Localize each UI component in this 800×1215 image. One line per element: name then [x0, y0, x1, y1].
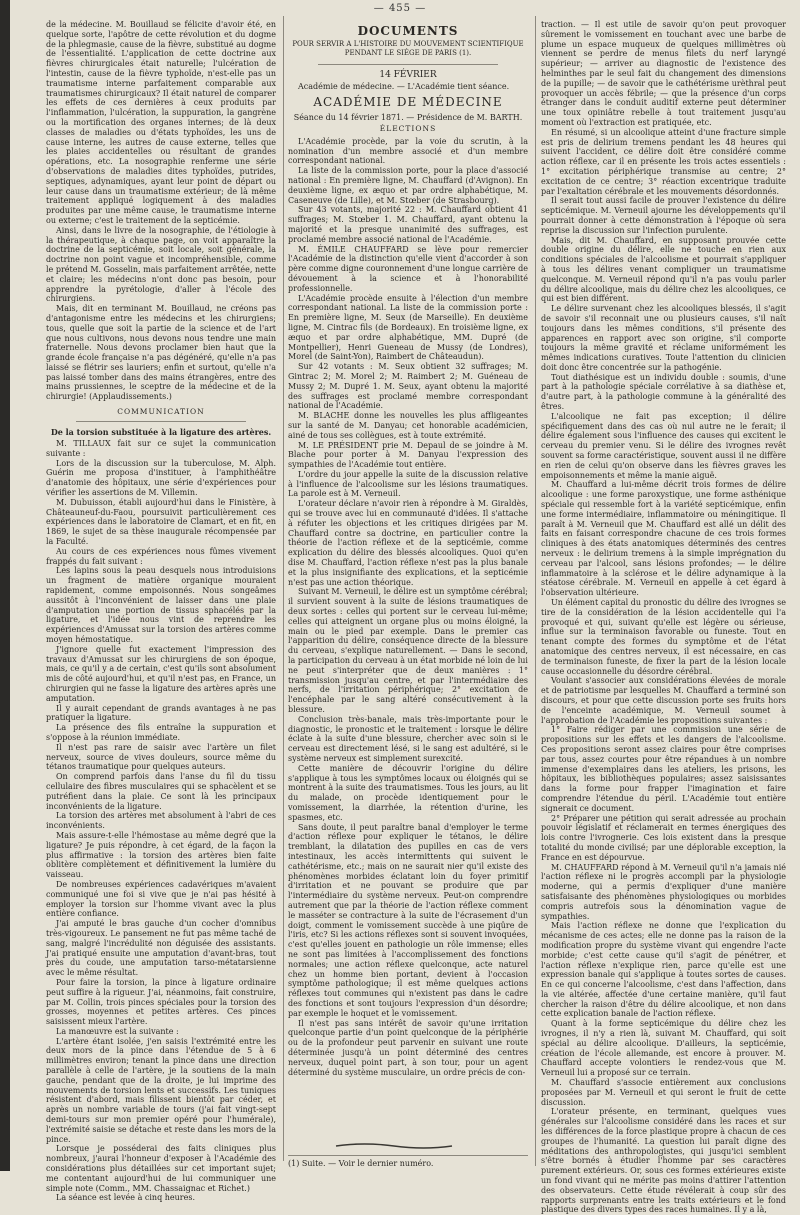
paragraph: de la médecine. M. Bouillaud se félicite d'avoir été, en quelque sorte, l'apôtre de cette révolution et du dogme de la phlegmasie, cause de la fièvre, substitué au dogme de l'essentialité. L'application de cette doctrine aux fièvres chirurgicales était naturelle; l'ulcération de l'intestin, cause de la fièvre typhoïde, n'est-elle pas un traumatisme interne parfaitement comparable aux traumatismes chirurgicaux? Il était naturel de comparer les effets de ces dernières à ceux produits par l'inflammation, l'ulcération, la suppuration, la gangrène ou la mortification des organes internes; de là deux classes de maladies ou d'états typhoïdes, les uns de cause interne, les autres de cause externe, telles que les plaies accidentelles ou résultant de grandes opérations, etc. La nosographie renferme une série d'observations de maladies dites typhoïdes, putrides, septiques, adynamiques, ayant leur point de départ ou leur cause dans un traumatisme extérieur; de là même traitement appliqué logiquement à des maladies produites par une même cause, le traumatisme interne ou externe; c'est le traitement de la septicémie.: [46, 20, 276, 225]
paragraph: Mais, dit en terminant M. Bouillaud, ne créons pas d'antagonisme entre les médecins et les chirurgiens; tous, quelle que soit la partie de la science et de l'art que nous cultivons, nous devons nous tendre une main fraternelle. Nous devons proclamer bien haut que la grande école française n'a pas dégénéré, qu'elle n'a pas laissé se flétrir ses lauriers; enfin et surtout, qu'elle n'a pas laissé tomber dans des mains étrangères, entre des mains prussiennes, le sceptre de la médecine et de la chirurgie! (Applaudissements.): [46, 304, 276, 402]
paragraph: M. Chauffard a lui-même décrit trois formes de délire alcoolique : une forme paroxystique, une forme asthénique spéciale qui ressemble fort à la variété septicémique, enfin une forme intermédiaire, inflammatoire ou méningitique. Il paraît à M. Verneuil que M. Chauffard est allé un délit des faits en faisant correspondre chacune de ces trois formes cliniques à des états anatomiques déterminés des centres nerveux : le delirium tremens à la simple imprégnation du cerveau par l'alcool, sans lésions profondes; — le délire inflammatoire à la sclérose et le délire adynamique à la stéatose cérébrale. M. Verneuil en appelle à cet égard à l'observation ultérieure.: [541, 480, 786, 598]
section-title: DOCUMENTS: [357, 24, 459, 38]
paragraph: L'artère étant isolée, j'en saisis l'extrémité entre les deux mors de la pince dans l'étendue de 5 à 6 millimètres environ; tenant la pince dans une direction parallèle à celle de l'artère, je la soutiens de la main gauche, pendant que de la droite, je lui imprime des mouvements de torsion lents et successifs. Les tuniques résistent d'abord, mais filissent bientôt par céder, et après un nombre variable de tours (j'ai fait vingt-sept demi-tours sur mon premier opéré pour l'humérale), l'extrémité saisie se détache et reste dans les mors de la pince.: [46, 1036, 276, 1144]
date-heading: 14 FÉVRIER: [379, 70, 437, 80]
paragraph: M. LE PRÉSIDENT prie M. Depaul de se joindre à M. Blache pour porter à M. Danyau l'expression des sympathies de l'Académie tout entière.: [288, 440, 528, 470]
paragraph: M. BLACHE donne les nouvelles les plus affligeantes sur la santé de M. Danyau; cet honorable académicien, ainé de tous ses collègues, est à toute extrémité.: [288, 411, 528, 440]
paragraph: Suivant M. Verneuil, le délire est un symptôme cérébral; il survient souvent à la suite de lésions traumatiques de deux sortes : celles qui portent sur le cerveau lui-même; celles qui atteignent un organe plus ou moins éloigné, la main ou le pied par exemple. Dans le premier cas l'apparition du délire, conséquence directe de la blessure du cerveau, s'explique naturellement. — Dans le second, la participation du cerveau à un état morbide né loin de lui ne peut s'interpréter que de deux manières : 1° transmission jusqu'au centre, et par l'intermédiaire des nerfs, de l'irritation périphérique; 2° excitation de l'encéphale par le sang altéré consécutivement à la blessure.: [288, 587, 528, 715]
paragraph: M. Dubuisson, établi aujourd'hui dans le Finistère, à Châteauneuf-du-Faou, poursuivit particulièrement ces expériences dans le laboratoire de Clamart, et en fit, en 1869, le sujet de sa thèse inaugurale récompensée par la Faculté.: [46, 497, 276, 547]
heading: ACADÉMIE DE MÉDECINE: [313, 94, 503, 109]
paragraph: Mais l'action réflexe ne donne que l'explication du mécanisme de ces actes; elle ne donne pas la raison de la modification propre du système vivant qui engendre l'acte morbide; c'est cette cause qu'il s'agit de pénétrer, et l'action réflexe n'explique rien, parce qu'elle est une expression banale qui s'applique à toutes sortes de causes. En ce qui concerne l'alcoolisme, c'est dans l'affection, dans la vie altérée, affectée d'une certaine manière, qu'il faut chercher la raison d'être du délire alcoolique, et non dans cette explication banale de l'action réflexe.: [541, 921, 786, 1019]
divider: [318, 64, 498, 65]
paragraph: Cette manière de découvrir l'origine du délire s'applique à tous les symptômes locaux ou éloignés qui se montrent à la suite des traumatismes. Tous les jours, au lit du malade, on procède identiquement pour le vomissement, la diarrhée, la rétention d'urine, les spasmes, etc.: [288, 763, 528, 822]
paragraph: La liste de la commission porte, pour la place d'associé national : En première ligne, M. Chauffard (d'Avignon). En deuxième ligne, ex æquo et par ordre alphabétique, M. Caseneuve (de Lille), et M. Stœber (de Strasbourg).: [288, 166, 528, 205]
paragraph: L'orateur déclare n'avoir rien à répondre à M. Giraldès, qui se trouve avec lui en communauté d'idées. Il s'attache à réfuter les objections et les critiques dirigées par M. Chauffard contre sa doctrine, en particulier contre la théorie de l'action réflexe et de la septicémie, comme explication du délire des blessés alcooliques. Quoi qu'en dise M. Chauffard, l'action réflexe n'est pas la plus banale et la plus insignifiante des explications, et la septicémie n'est pas une action théorique.: [288, 499, 528, 587]
paragraph: L'ordre du jour appelle la suite de la discussion relative à l'influence de l'alcoolisme sur les lésions traumatiques. La parole est à M. Verneuil.: [288, 469, 528, 499]
column-middle: [288, 20, 528, 1168]
paragraph: L'Académie procède, par la voie du scrutin, à la nomination d'un membre associé et d'un membre correspondant national.: [288, 136, 528, 166]
paragraph: Voulant s'associer aux considérations élevées de morale et de patriotisme par lesquelles M. Chauffard a terminé son discours, et pour que cette discussion porte ses fruits hors de l'enceinte académique, M. Verneuil soumet à l'approbation de l'Académie les propositions suivantes :: [541, 676, 786, 725]
paragraph: L'alcoolique ne fait pas exception; il délire spécifiquement dans des cas où nul autre ne le ferait; il délire également sous l'influence des causes qui excitent le cerveau du premier venu. Si le délire des ivrognes revêt souvent sa forme caractéristique, souvent aussi il ne diffère en rien de celui qu'on observe dans les fièvres graves les empoisonnements et même la manie aiguë.: [541, 411, 786, 480]
paragraph: M. Chauffard s'associe entièrement aux conclusions proposées par M. Verneuil et qui seront le fruit de cette discussion.: [541, 1078, 786, 1107]
paragraph: En résumé, si un alcoolique atteint d'une fracture simple est pris de delirium tremens pendant les 48 heures qui suivent l'accident, ce délire doit être considéré comme action réflexe, car il en présente les trois actes essentiels : 1° excitation périphérique transmise au centre; 2° excitation de ce centre; 3° réaction excentrique traduite par l'exaltation cérébrale et les mouvements désordonnés.: [541, 127, 786, 196]
paragraph: Quant à la forme septicémique du délire chez les ivrognes, il n'y a rien là, suivant M. Chauffard, qui soit spécial au délire alcoolique. D'ailleurs, la septicémie, création de l'école allemande, est encore à prouver. M. Chauffard accepte volontiers le rendez-vous que M. Verneuil lui a proposé sur ce terrain.: [541, 1019, 786, 1078]
ornament-divider: [334, 1141, 454, 1151]
paragraph: Tout diathésique est un individu double : soumis, d'une part à la pathologie spéciale corrélative à sa diathèse et, d'autre part, à la pathologie commune à la généralité des êtres.: [541, 372, 786, 412]
paragraph: J'ai amputé le bras gauche d'un cocher d'omnibus très-vigoureux. Le pansement ne fut pas même taché de sang, malgré l'incrédulité non déguisée des assistants. J'ai pratiqué ensuite une amputation d'avant-bras, tout près du coude, une amputation tarso-métatarsienne avec le même résultat.: [46, 919, 276, 978]
scan-edge: [0, 0, 10, 1171]
paragraph: De nombreuses expériences cadavériques m'avaient communiqué une foi si vive que je n'ai pas hésité à employer la torsion sur l'homme vivant avec la plus entière confiance.: [46, 879, 276, 919]
paragraph: L'orateur présente, en terminant, quelques vues générales sur l'alcoolisme considéré dans les races et sur les différences de la force plastique propre à chacun de ces groupes de l'humanité. La question lui paraît digne des méditations des anthropologistes, qui jusqu'ici semblent s'être bornés à étudier l'homme par ses caractères purement extérieurs. Or, sous ces formes extérieures existe un fond vivant qui ne mérite pas moins d'attirer l'attention des observateurs. Cette étude révélerait à coup sûr des rapports surprenants entre les traits extérieurs et le fond plastique des divers types des races humaines. Il y a là,: [541, 1107, 786, 1215]
paragraph: Il y aurait cependant de grands avantages à ne pas pratiquer la ligature.: [46, 703, 276, 723]
paragraph: M. CHAUFFARD répond à M. Verneuil qu'il n'a jamais nié l'action réflexe ni le progrès accompli par la physiologie moderne, qui a permis d'expliquer d'une manière satisfaisante des phénomènes physiologiques ou morbides compris autrefois sous la dénomination vague de sympathies.: [541, 862, 786, 921]
paragraph: J'ignore quelle fut exactement l'impression des travaux d'Amussat sur les chirurgiens de son époque, mais, ce qu'il y a de certain, c'est qu'ils sont absolument mis de côté aujourd'hui, et qu'il n'est pas, en France, un chirurgien qui ne fasse la ligature des artères après une amputation.: [46, 644, 276, 703]
paragraph: Ainsi, dans le livre de la nosographie, de l'étiologie à la thérapeutique, à chaque page, on voit apparaître la doctrine de la septicémie, soit locale, soit générale, la doctrine non point vague et incompréhensible, comme le prétend M. Gosselin, mais parfaitement arrêtée, nette et claire; les médecins n'ont donc pas besoin, pour apprendre la pyrétologie, d'aller à l'école des chirurgiens.: [46, 225, 276, 304]
column-divider: [535, 16, 536, 1166]
section-heading: COMMUNICATION: [117, 407, 205, 417]
paragraph: M. TILLAUX fait sur ce sujet la communication suivante :: [46, 439, 276, 458]
paragraph: traction. — Il est utile de savoir qu'on peut provoquer sûrement le vomissement en touchant avec une barbe de plume un espace muqueux de quelques millimètres où viennent se perdre de menus filets du nerf laryngé supérieur; — arriver au diagnostic de l'existence des helminthes par le seul fait du changement des dimensions de la pupille; — de savoir que le cathétérisme urèthral peut provoquer un accès fébrile; — que la présence d'un corps étranger dans le conduit auditif externe peut déterminer une toux opiniâtre rebelle à tout traitement jusqu'au moment où l'extraction est pratiquée, etc.: [541, 20, 786, 127]
paragraph: Le délire survenant chez les alcooliques blessés, il s'agit de savoir s'il reconnait une ou plusieurs causes, s'il naît toujours dans les mêmes conditions, s'il présente des apparences en rapport avec son origine, s'il comporte toujours la même gravité et réclame uniformément les mêmes indications curatives. Toute l'attention du clinicien doit donc être concentrée sur la pathogénie.: [541, 304, 786, 372]
paragraph: M. ÉMILE CHAUFFARD se lève pour remercier l'Académie de la distinction qu'elle vient d'accorder à son père comme digne couronnement d'une longue carrière de dévouement à la science et à l'honorabilité professionnelle.: [288, 244, 528, 293]
paragraph: Lors de la discussion sur la tuberculose, M. Alph. Guérin me proposa d'instituer, à l'amphithéâtre d'anatomie des hôpitaux, une série d'expériences pour vérifier les assertions de M. Villemin.: [46, 458, 276, 498]
paragraph: Les lapins sous la peau desquels nous introduisions un fragment de matière organique mouraient rapidement, comme empoisonnés. Nous songeâmes aussitôt à l'inconvénient de laisser dans une plaie d'amputation une portion de tissus sphacélés par la ligature, et l'idée nous vint de reprendre les expériences d'Amussat sur la torsion des artères comme moyen hémostatique.: [46, 566, 276, 645]
paragraph: Mais, dit M. Chauffard, en supposant prouvée cette double origine du délire, elle ne touche en rien aux conditions spéciales de l'alcoolisme et pourrait s'appliquer à tous les délires venant compliquer un traumatisme quelconque. M. Verneuil répond qu'il n'a pas voulu parler du délire alcoolique, mais du délire chez les alcooliques, ce qui est bien différent.: [541, 235, 786, 304]
paragraph: La torsion des artères met absolument à l'abri de ces inconvénients.: [46, 811, 276, 831]
paragraph: Un élément capital du pronostic du délire des ivrognes se tire de la considération de la lésion accidentelle qui l'a provoqué et qui, suivant qu'elle est légère ou sérieuse, influe sur la terminaison favorable ou funeste. Tout en tenant compte des formes du symptôme et de l'état anatomique des centres nerveux, il est nécessaire, en cas de terminaison funeste, de fixer la part de la lésion locale cause occasionnelle du désordre cérébral.: [541, 598, 786, 676]
paragraph: La manœuvre est la suivante :: [56, 1026, 179, 1036]
article-title: De la torsion substituée à la ligature des artères.: [50, 427, 272, 438]
paragraph: Mais assure-t-elle l'hémostase au même degré que la ligature? Je puis répondre, à cet égard, de la façon la plus affirmative : la torsion des artères bien faite oblitère complètement et définitivement la lumière du vaisseau.: [46, 830, 276, 880]
paragraph: On comprend parfois dans l'anse du fil du tissu cellulaire des fibres musculaires qui se sphacèlent et se putréfient dans la plaie. Ce sont là les principaux inconvénients de la ligature.: [46, 772, 276, 811]
page-number: — 455 —: [373, 3, 427, 14]
column-divider: [283, 16, 284, 1161]
paragraph: 2° Préparer une pétition qui serait adressée au prochain pouvoir législatif et réclamerait en termes énergiques des lois contre l'ivrognerie. Ces lois existent dans la presque totalité du monde civilisé; par une déplorable exception, la France en est dépourvue.: [541, 813, 786, 862]
subheading: ÉLECTIONS: [379, 123, 437, 133]
paragraph: La présence des fils entraîne la suppuration et s'oppose à la réunion immédiate.: [46, 723, 276, 742]
paragraph: Lorsque je posséderai des faits cliniques plus nombreux, j'aurai l'honneur d'exposer à l'Académie des considérations plus détaillées sur cet important sujet; me contentant aujourd'hui de lui communiquer une simple note (Comm., MM. Chassaignac et Richet.): [46, 1144, 276, 1193]
paragraph: Pour faire la torsion, la pince à ligature ordinaire peut suffire à la rigueur. J'ai, néanmoins, fait construire, par M. Collin, trois pinces spéciales pour la torsion des grosses, moyennes et petites artères. Ces pinces saisissent mieux l'artère.: [46, 977, 276, 1027]
divider: [76, 421, 246, 422]
paragraph: Au cours de ces expériences nous fûmes vivement frappés du fait suivant :: [46, 546, 276, 566]
paragraph: L'Académie procède ensuite à l'élection d'un membre correspondant national. La liste de la commission porte : En première ligne, M. Seux (de Marseille). En deuxième ligne, M. Cintrac fils (de Bordeaux). En troisième ligne, ex æquo et par ordre alphabétique, MM. Dupré (de Montpellier), Henri Gueneau de Mussy (de Londres), Morel (de Saint-Yon), Raimbert de Châteaudun).: [288, 293, 528, 362]
paragraph: Sur 42 votants : M. Seux obtient 32 suffrages; M. Gintrac 2; M. Morel 2; M. Raimbert 2; M. Guéneau de Mussy 2; M. Dupré 1. M. Seux, ayant obtenu la majorité des suffrages est proclamé membre correspondant national de l'Académie.: [288, 362, 528, 411]
column-right: [541, 20, 786, 1215]
paragraph: 1° Faire rédiger par une commission une série de propositions sur les effets et les dangers de l'alcoolisme. Ces propositions seront assez claires pour être comprises par tous, assez courtes pour être répandues à un nombre immense d'exemplaires dans les ateliers, les prisons, les hôpitaux, les bibliothèques populaires; assez saisissantes dans la forme pour frapper l'imagination et faire comprendre l'étendue du péril. L'Académie tout entière signerait ce document.: [541, 725, 786, 813]
paragraph: Sans doute, il peut paraître banal d'employer le terme d'action réflexe pour expliquer le tétanos, le délire tremblant, la dilatation des pupilles en cas de vers intestinaux, les accès intermittents qui suivent le cathétérisme, etc.; mais on ne saurait nier qu'il existe des phénomènes morbides éclatant loin du foyer primitif d'irritation et ne pouvant se produire que par l'intermédiaire du système nerveux. Peut-on comprendre autrement que par la théorie de l'action réflexe comment le masséter se contracture à la suite de l'écrasement d'un doigt, comment le vomissement succède à une piqûre de l'iris, etc? Si les actions réflexes sont si souvent invoquées, c'est qu'elles jouent en pathologie un rôle immense; elles ne sont pas limitées à l'accomplissement des fonctions normales; une action réflexe quelconque, acte naturel chez un homme bien portant, devient à l'occasion symptôme pathologique; il est même quelques actions réflexes tout communes qui n'existent pas dans le cadre des fonctions et sont toujours l'expression d'un désordre; par exemple le hoquet et le vomissement.: [288, 822, 528, 1018]
column-left: [46, 20, 276, 1203]
paragraph: Il n'est pas rare de saisir avec l'artère un filet nerveux, source de vives douleurs, source même du tétanos traumatique pour quelques auteurs.: [46, 742, 276, 772]
paragraph: Il n'est pas sans intérêt de savoir qu'une irritation quelconque partie d'un point quelconque de la périphérie ou de la profondeur peut parvenir en suivant une route déterminée jusqu'à un point déterminé des centres nerveux, duquel point part, à son tour, pour un agent déterminé du système musculaire, un ordre précis de con-: [288, 1018, 528, 1077]
paragraph: La séance est levée à cinq heures.: [56, 1193, 195, 1203]
paragraph: Académie de médecine. — L'Académie tient séance.: [298, 82, 510, 91]
footnote: (1) Suite. — Voir le dernier numéro.: [288, 1155, 528, 1168]
section-subtitle: POUR SERVIR A L'HISTOIRE DU MOUVEMENT SCIENTIFIQUE PENDANT LE SIÉGE DE PARIS (1).: [292, 40, 524, 57]
session-line: Séance du 14 février 1871. — Présidence de M. BARTH.: [293, 112, 523, 122]
paragraph: Il serait tout aussi facile de prouver l'existence du délire septicémique. M. Verneuil ajourne les développements qu'il pourrait donner à cette démonstration à l'époque où sera reprise la discussion sur l'infection purulente.: [541, 196, 786, 235]
paragraph: Sur 43 votants, majorité 22 : M. Chauffard obtient 41 suffrages; M. Stœber 1. M. Chauffard, ayant obtenu la majorité et la presque unanimité des suffrages, est proclamé membre associé national de l'Académie.: [288, 205, 528, 244]
paragraph: Conclusion très-banale, mais très-importante pour le diagnostic, le pronostic et le traitement : lorsque le délire éclate à la suite d'une blessure, chercher avec soin si le cerveau est directement lésé, si le sang est adultéré, si le système nerveux est simplement surexcité.: [288, 714, 528, 763]
